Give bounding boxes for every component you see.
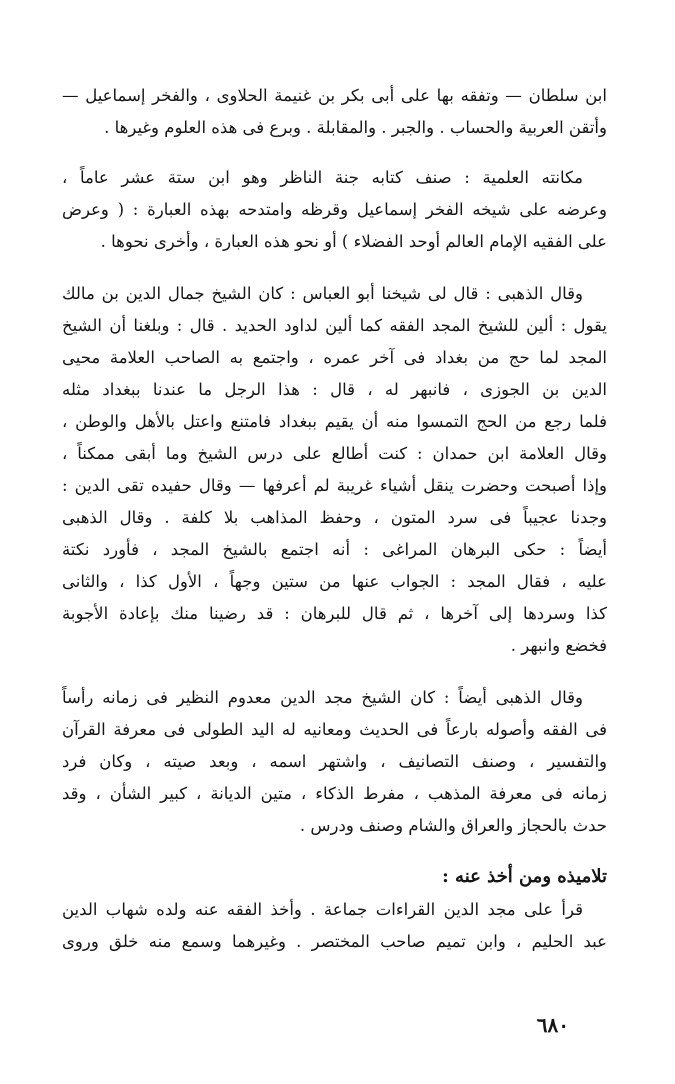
text-line: وقال الذهبى أيضاً : كان الشيخ مجد الدين معدوم النظير فى زمانه رأساً — [62, 688, 583, 707]
text-line: حدث بالحجاز والعراق والشام وصنف ودرس . — [299, 816, 607, 835]
text-line: زمانه فى معرفة المذهب ، مفرط الذكاء ، متين الديانة ، كبير الشأن ، وقد — [62, 784, 607, 803]
paragraph-dhahabi-quotes — [62, 278, 607, 662]
text-line: وقال العلامة ابن حمدان : كنت أطالع على درس الشيخ وما أبقى ممكناً ، — [62, 444, 607, 463]
paragraph-dhahabi-praise — [62, 682, 607, 842]
text-line: مكانته العلمية : صنف كتابه جنة الناظر وهو ابن ستة عشر عاماً ، — [62, 168, 583, 187]
text-line: عليه ، فقال المجد : الجواب عنها من ستين وجهاً ، الأول كذا ، والثانى — [62, 572, 607, 591]
text-line: الدين بن الجوزى ، فانبهر له ، قال : هذا الرجل ما عندنا ببغداد مثله — [62, 380, 607, 399]
page-number: ٦٨٠ — [536, 1013, 569, 1037]
text-line: فى الفقه وأصوله بارعاً فى الحديث ومعانيه له اليد الطولى فى معرفة القرآن — [62, 720, 607, 739]
text-line: فخضع وانبهر . — [510, 636, 607, 655]
text-line: وإذا أصبحت وحضرت ينقل أشياء غريبة لم أعرفها — وقال حفيده تقى الدين : — [62, 476, 607, 495]
text-line: كذا وسردها إلى آخرها ، ثم قال للبرهان : قد رضينا منك بإعادة الأجوبة — [62, 604, 607, 623]
section-heading-students: تلاميذه ومن أخذ عنه : — [442, 866, 607, 887]
text-line: ابن سلطان — وتفقه بها على أبى بكر بن غنيمة الحلاوى ، والفخر إسماعيل — — [62, 86, 607, 105]
text-line: وأتقن العربية والحساب . والجبر . والمقابلة . وبرع فى هذه العلوم وغيرها . — [104, 118, 607, 137]
text-line: عبد الحليم ، وابن تميم صاحب المختصر . وغيرهما وسمع منه خلق وروى — [62, 932, 607, 951]
text-line: أيضاً : حكى البرهان المراغى : أنه اجتمع بالشيخ المجد ، فأورد نكتة — [62, 540, 607, 559]
text-line: يقول : ألين للشيخ المجد الفقه كما ألين لداود الحديد . قال : وبلغنا أن الشيخ — [62, 316, 607, 335]
text-line: فلما رجع من الحج التمسوا منه أن يقيم ببغداد فامتنع واعتل بالأهل والوطن ، — [62, 412, 607, 431]
text-line: المجد لما حج من بغداد فى آخر عمره ، واجتمع به الصاحب العلامة محيى — [62, 348, 607, 367]
paragraph-scholarly-status — [62, 162, 607, 258]
paragraph-students — [62, 894, 607, 958]
text-line: وقال الذهبى : قال لى شيخنا أبو العباس : كان الشيخ جمال الدين بن مالك — [62, 284, 583, 303]
text-line: على الفقيه الإمام العالم أوحد الفضلاء ) أو نحو هذه العبارة ، وأخرى نحوها . — [100, 232, 607, 251]
paragraph-study — [62, 80, 607, 144]
text-line: والتفسير ، وصنف التصانيف ، واشتهر اسمه ، وبعد صيته ، وكان فرد — [62, 752, 607, 771]
text-line: وجدنا عجيباً فى سرد المتون ، وحفظ المذاهب بلا كلفة . وقال الذهبى — [62, 508, 607, 527]
text-line: وعرضه على شيخه الفخر إسماعيل وقرظه وامتدحه بهذه العبارة : ( وعرض — [62, 200, 607, 219]
text-line: قرأ على مجد الدين القراءات جماعة . وأخذ الفقه عنه ولده شهاب الدين — [62, 900, 583, 919]
